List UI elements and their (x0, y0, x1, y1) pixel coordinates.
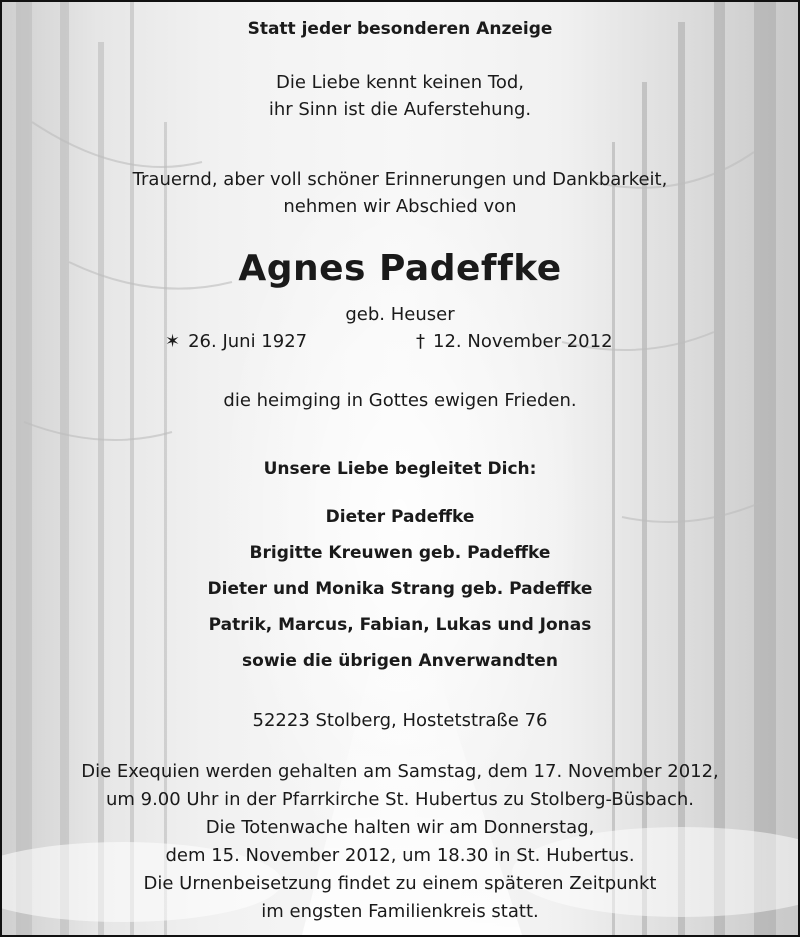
verse-line: ihr Sinn ist die Auferstehung. (268, 99, 532, 120)
mourner-line: Dieter Padeffke (325, 507, 475, 527)
service-line: um 9.00 Uhr in der Pfarrkirche St. Hubertus zu Stolberg-Büsbach. (105, 789, 695, 810)
service-line: dem 15. November 2012, um 18.30 in St. Hubertus. (165, 845, 635, 866)
verse-line: Die Liebe kennt keinen Tod, (275, 72, 524, 93)
death-cross-icon: † (416, 331, 425, 352)
mourner-line: Brigitte Kreuwen geb. Padeffke (249, 543, 551, 563)
mourner-line: Dieter und Monika Strang geb. Padeffke (207, 579, 593, 599)
intro-line: Trauernd, aber voll schöner Erinnerungen und Dankbarkeit, (132, 169, 668, 190)
death-date (416, 331, 613, 352)
birth-star-icon: ✶ (165, 331, 181, 352)
birth-date-text: 26. Juni 1927 (188, 331, 308, 352)
address: 52223 Stolberg, Hostetstraße 76 (252, 710, 548, 731)
service-line: im engsten Familienkreis statt. (261, 901, 539, 922)
service-line: Die Urnenbeisetzung findet zu einem späteren Zeitpunkt (143, 873, 657, 894)
deceased-name: Agnes Padeffke (238, 248, 562, 289)
maiden-name: geb. Heuser (345, 304, 455, 325)
peace-line: die heimging in Gottes ewigen Frieden. (223, 390, 577, 411)
love-line: Unsere Liebe begleitet Dich: (263, 459, 537, 479)
birth-date (165, 331, 307, 352)
death-date-text: 12. November 2012 (433, 331, 613, 352)
mourner-line: sowie die übrigen Anverwandten (242, 651, 558, 671)
notice-content (2, 2, 798, 935)
intro-line: nehmen wir Abschied von (283, 196, 517, 217)
mourner-line: Patrik, Marcus, Fabian, Lukas und Jonas (208, 615, 592, 635)
notice-header: Statt jeder besonderen Anzeige (247, 19, 553, 39)
service-line: Die Totenwache halten wir am Donnerstag, (205, 817, 595, 838)
service-line: Die Exequien werden gehalten am Samstag, dem 17. November 2012, (81, 761, 719, 782)
